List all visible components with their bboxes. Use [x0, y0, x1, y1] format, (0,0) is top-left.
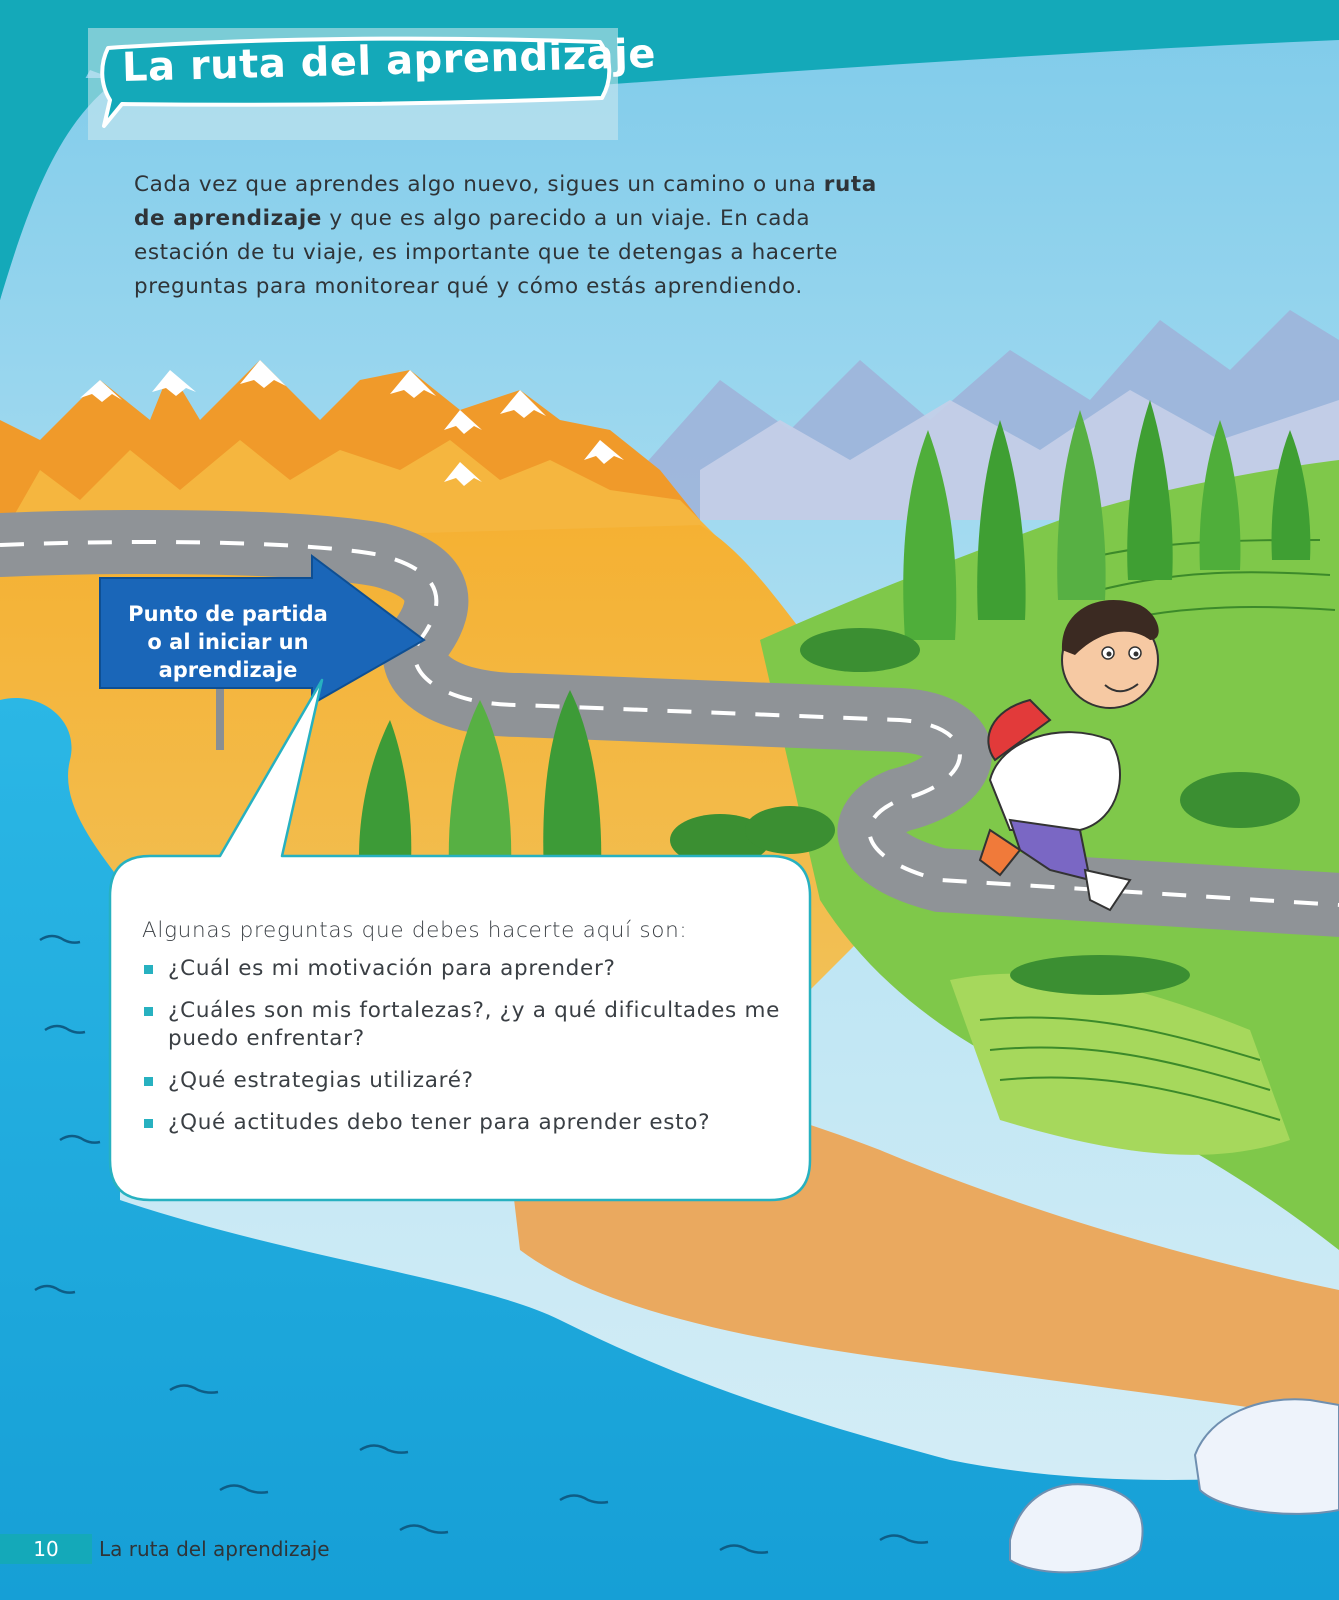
question-text: ¿Cuáles son mis fortalezas?, ¿y a qué dificultades me puedo enfrentar?: [168, 998, 781, 1051]
list-item: [142, 955, 802, 983]
signpost-line: o al iniciar un: [147, 630, 309, 654]
bubble-content: [142, 918, 802, 1151]
signpost-label: [108, 600, 348, 684]
footer-title: La ruta del aprendizaje: [99, 1537, 330, 1561]
question-text: ¿Qué estrategias utilizaré?: [168, 1068, 474, 1093]
intro-text-1: Cada vez que aprendes algo nuevo, sigues un camino o una: [134, 171, 824, 197]
square-bullet-icon: [144, 1119, 153, 1128]
square-bullet-icon: [144, 965, 153, 974]
bubble-lead: Algunas preguntas que debes hacerte aquí son:: [142, 918, 688, 943]
question-text: ¿Qué actitudes debo tener para aprender esto?: [168, 1110, 711, 1135]
intro-text-2: y que es algo parecido a un viaje. En cada estación de tu viaje, es importante que te detengas a hacerte preguntas para monitorear qué y cómo estás aprendiendo.: [134, 205, 839, 299]
list-item: [142, 997, 802, 1053]
list-item: [142, 1067, 802, 1095]
signpost-line: Punto de partida: [128, 602, 328, 626]
list-item: [142, 1109, 802, 1137]
signpost-line: aprendizaje: [158, 658, 298, 682]
intro-paragraph: [134, 168, 904, 304]
page-title: La ruta del aprendizaje: [121, 31, 657, 91]
intro-bold-term: ruta de aprendizaje: [134, 171, 877, 231]
page-number: 10: [0, 1534, 92, 1564]
square-bullet-icon: [144, 1007, 153, 1016]
question-list: [142, 955, 802, 1137]
question-text: ¿Cuál es mi motivación para aprender?: [168, 956, 616, 981]
square-bullet-icon: [144, 1077, 153, 1086]
